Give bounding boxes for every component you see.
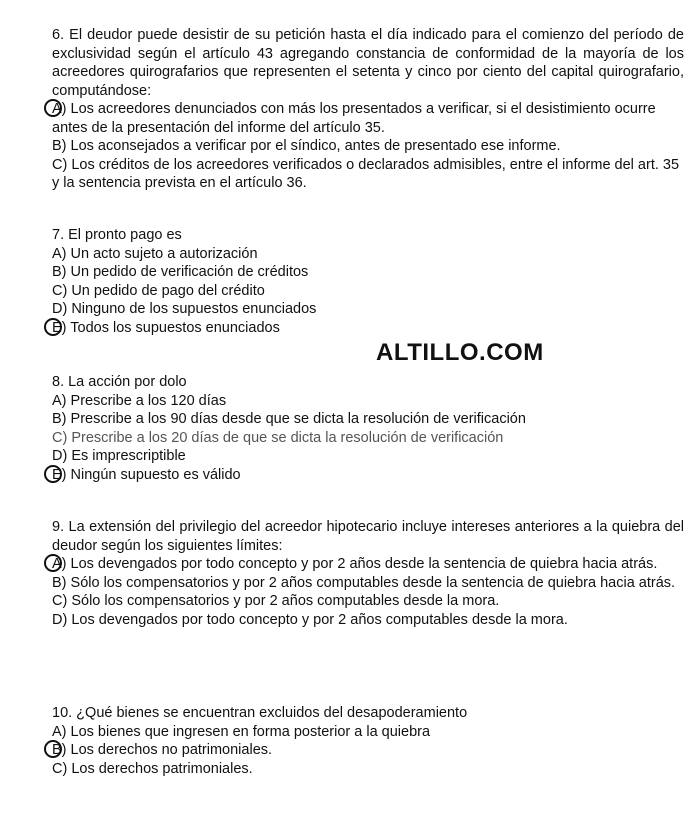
question-8-stem: 8. La acción por dolo: [52, 374, 187, 390]
answer-circle-mark: [44, 465, 62, 483]
question-8-option-b: B) Prescribe a los 90 días desde que se dicta la resolución de verificación: [52, 411, 526, 427]
question-9-option-b: B) Sólo los compensatorios y por 2 años computables desde la sentencia de quiebra hacia atrás.: [52, 574, 676, 591]
answer-circle-mark: [44, 318, 62, 336]
question-7-option-e: E) Todos los supuestos enunciados: [52, 319, 684, 338]
answer-circle-mark: [44, 99, 62, 117]
question-10-stem: 10. ¿Qué bienes se encuentran excluidos del desapoderamiento: [52, 705, 468, 721]
question-7: [52, 226, 684, 337]
question-6-option-b: B) Los aconsejados a verificar por el síndico, antes de presentado ese informe.: [52, 138, 561, 154]
question-9-option-c: C) Sólo los compensatorios y por 2 años computables desde la mora.: [52, 593, 500, 609]
altillo-watermark: ALTILLO.COM: [376, 339, 544, 366]
question-8-option-c: C) Prescribe a los 20 días de que se dicta la resolución de verificación: [52, 429, 504, 446]
question-8-option-a: A) Prescribe a los 120 días: [52, 392, 227, 409]
question-7-option-b: B) Un pedido de verificación de créditos: [52, 264, 309, 280]
question-8-option-d: D) Es imprescriptible: [52, 448, 186, 464]
question-9-option-d: D) Los devengados por todo concepto y por 2 años computables desde la mora.: [52, 611, 568, 628]
question-10: [52, 704, 684, 778]
question-6-stem: 6. El deudor puede desistir de su petición hasta el día indicado para el comienzo del período de exclusividad según el artículo 43 agregando constancia de conformidad de la mayoría de los acreedores quirografarios que representen el setenta y cinco por ciento del capital quirografario, computándose:: [52, 27, 684, 99]
question-10-option-c: C) Los derechos patrimoniales.: [52, 760, 253, 777]
question-9-option-a: A) Los devengados por todo concepto y por 2 años desde la sentencia de quiebra hacia atrás.: [52, 555, 684, 574]
question-7-option-d: D) Ninguno de los supuestos enunciados: [52, 301, 317, 317]
question-10-option-a: A) Los bienes que ingresen en forma posterior a la quiebra: [52, 723, 431, 740]
question-10-option-b: B) Los derechos no patrimoniales.: [52, 741, 684, 760]
question-8: [52, 373, 684, 484]
answer-circle-mark: [44, 740, 62, 758]
question-6-option-a: A) Los acreedores denunciados con más los presentados a verificar, si el desistimiento ocurre antes de la presentación del informe del artículo 35.: [52, 100, 684, 137]
question-7-option-a: A) Un acto sujeto a autorización: [52, 245, 258, 262]
answer-circle-mark: [44, 554, 62, 572]
question-9: [52, 518, 684, 629]
question-6: [52, 26, 684, 193]
question-6-option-c: C) Los créditos de los acreedores verificados o declarados admisibles, entre el informe del art. 35 y la sentencia prevista en el artículo 36.: [52, 156, 680, 191]
question-9-stem: 9. La extensión del privilegio del acreedor hipotecario incluye intereses anteriores a la quiebra del deudor según los siguientes límites:: [52, 519, 684, 554]
question-7-stem: 7. El pronto pago es: [52, 227, 182, 243]
question-7-option-c: C) Un pedido de pago del crédito: [52, 282, 265, 299]
question-8-option-e: E) Ningún supuesto es válido: [52, 466, 684, 485]
